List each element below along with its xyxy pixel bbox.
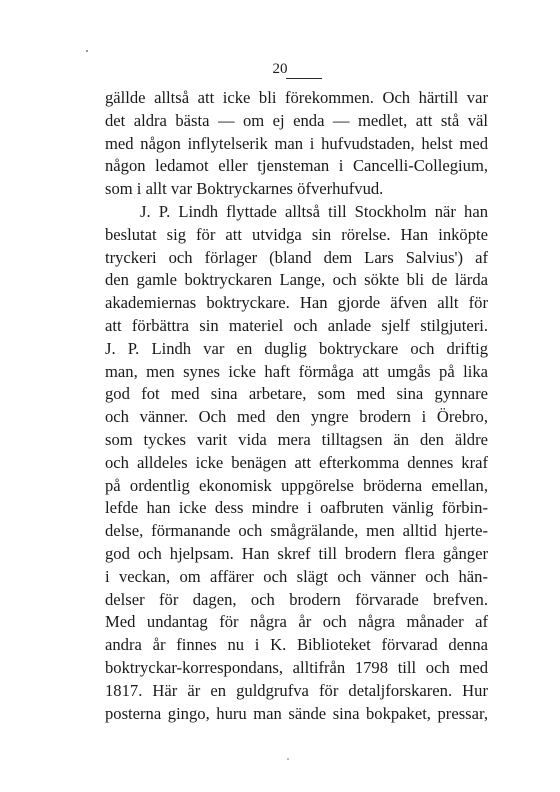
text-line: med någon inflytelserik man i hufvudstaden, helst med [105,133,488,153]
text-line: någon ledamot eller tjensteman i Cancelli-Collegium, [105,156,488,176]
text-line: att förbättra sin materiel och anlade sjelf stilgjuteri. [105,315,488,335]
text-line: man, men synes icke haft förmåga att umgås på lika [105,361,488,381]
text-line: boktryckar-korrespondans, alltifrån 1798 till och med [105,657,488,677]
text-line: J. P. Lindh var en duglig boktryckare och driftig [105,338,488,358]
text-line: lefde han icke dess mindre i oafbruten vänlig förbin- [105,498,488,518]
text-line: som tyckes varit vida mera tilltagsen än den äldre [105,429,488,449]
text-line: akademiernas boktryckare. Han gjorde äfven allt för [105,293,488,313]
text-line: delser för dagen, och brodern förvarade brefven. [105,589,488,609]
text-line: gällde alltså att icke bli förekommen. Och härtill var [105,88,488,107]
speck-mark [287,758,289,760]
text-line: i veckan, om affärer och slägt och vänner och hän- [105,566,488,586]
speck-mark [86,50,88,52]
text-line: det aldra bästa — om ej enda — medlet, att stå väl [105,110,488,130]
body-text [105,87,488,725]
text-line: och vänner. Och med den yngre brodern i Örebro, [105,407,488,427]
text-line: andra år finnes nu i K. Biblioteket förvarad denna [105,635,488,655]
page-number: 20 [272,61,288,77]
text-line: delse, förmanande och smågrälande, men alltid hjerte- [105,521,488,541]
text-line: tryckeri och förlager (bland dem Lars Salvius') af [105,247,488,267]
text-line: på ordentlig ekonomisk uppgörelse bröderna emellan, [105,475,488,495]
text-line: beslutat sig för att utvidga sin rörelse. Han inköpte [105,224,488,244]
text-line: som i allt var Boktryckarnes öfverhufvud. [105,179,384,199]
page-number-rule [286,78,322,79]
text-line: J. P. Lindh flyttade alltså till Stockholm när han [140,201,488,221]
text-line: och alldeles icke benägen att efterkomma dennes kraf [105,452,488,472]
text-line: god fot med sina arbetare, som med sina gynnare [105,384,488,404]
text-line: god och hjelpsam. Han skref till brodern flera gånger [105,543,488,563]
text-line: Med undantag för några år och några månader af [105,612,488,632]
text-line: den gamle boktryckaren Lange, och sökte bli de lärda [105,270,488,290]
text-line: 1817. Här är en guldgrufva för detaljforskaren. Hur [105,680,488,700]
text-line: posterna gingo, huru man sände sina bokpaket, pressar, [105,703,488,723]
